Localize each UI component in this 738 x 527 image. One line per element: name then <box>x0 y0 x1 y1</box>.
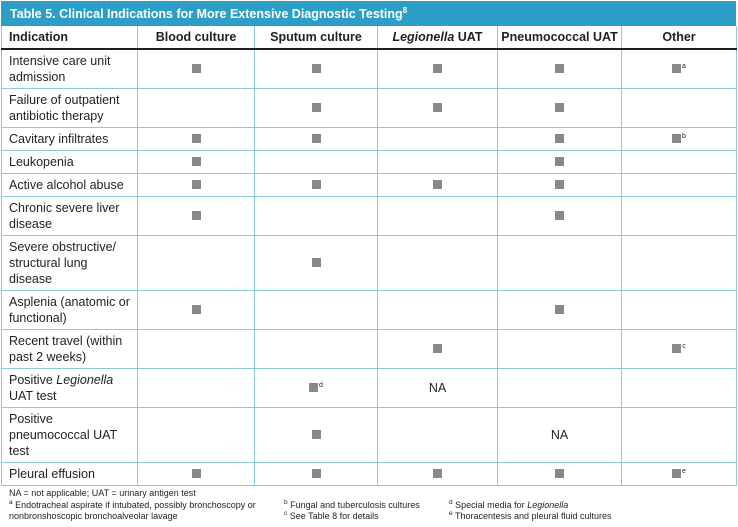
table-row <box>2 197 737 236</box>
indicated-marker-icon <box>192 305 201 314</box>
footnote-abbreviations: NA = not applicable; UAT = urinary antigen test <box>9 488 196 498</box>
pneumo-cell <box>498 369 622 408</box>
indicated-marker-icon <box>312 469 321 478</box>
sputum-cell <box>255 89 378 128</box>
other-cell <box>622 291 737 330</box>
pneumo-cell <box>498 236 622 291</box>
indicated-marker-icon <box>555 157 564 166</box>
indication-label-italic: Legionella <box>56 373 114 387</box>
other-cell <box>622 408 737 463</box>
footnote-b-text: Fungal and tuberculosis cultures <box>290 500 420 510</box>
footnote-c <box>284 511 379 522</box>
sputum-cell <box>255 128 378 151</box>
blood-cell <box>138 291 255 330</box>
pneumo-cell <box>498 463 622 486</box>
other-cell <box>622 128 737 151</box>
indicated-marker-icon <box>309 383 318 392</box>
table-title <box>1 1 736 26</box>
table-row <box>2 408 737 463</box>
legionella-cell <box>378 49 498 89</box>
legionella-cell <box>378 89 498 128</box>
col-header-blood-culture: Blood culture <box>138 26 255 49</box>
blood-cell <box>138 128 255 151</box>
indication-cell: Cavitary infiltrates <box>2 128 138 151</box>
pneumo-cell <box>498 197 622 236</box>
footnote-reference: e <box>682 467 686 475</box>
pneumo-cell <box>498 49 622 89</box>
indicated-marker-icon <box>312 258 321 267</box>
indicated-marker-icon <box>433 469 442 478</box>
legionella-cell <box>378 369 498 408</box>
blood-cell <box>138 49 255 89</box>
indication-cell: Intensive care unit admission <box>2 49 138 89</box>
indicated-marker-icon <box>555 64 564 73</box>
col-header-sputum-culture: Sputum culture <box>255 26 378 49</box>
pneumo-cell <box>498 330 622 369</box>
table-row <box>2 369 737 408</box>
sputum-cell <box>255 408 378 463</box>
blood-cell <box>138 89 255 128</box>
indication-cell: Failure of outpatient antibiotic therapy <box>2 89 138 128</box>
legionella-cell <box>378 463 498 486</box>
legionella-italic: Legionella <box>392 30 455 44</box>
indicated-marker-icon <box>192 157 201 166</box>
legionella-cell <box>378 197 498 236</box>
other-cell <box>622 174 737 197</box>
sputum-cell <box>255 330 378 369</box>
footnote-d <box>449 500 568 511</box>
blood-cell <box>138 369 255 408</box>
legionella-cell <box>378 330 498 369</box>
not-applicable-text: NA <box>428 381 447 395</box>
sputum-cell <box>255 291 378 330</box>
table-row <box>2 463 737 486</box>
table-row <box>2 330 737 369</box>
legionella-cell <box>378 408 498 463</box>
blood-cell <box>138 197 255 236</box>
indicated-marker-icon <box>672 344 681 353</box>
table-row <box>2 128 737 151</box>
blood-cell <box>138 330 255 369</box>
not-applicable-text: NA <box>550 428 569 442</box>
col-header-pneumococcal-uat: Pneumococcal UAT <box>498 26 622 49</box>
col-header-indication: Indication <box>2 26 138 49</box>
other-cell <box>622 89 737 128</box>
indicated-marker-icon <box>672 134 681 143</box>
indicated-marker-icon <box>555 211 564 220</box>
sputum-cell <box>255 197 378 236</box>
indications-table <box>1 26 737 486</box>
indicated-marker-icon <box>192 64 201 73</box>
blood-cell <box>138 408 255 463</box>
footnote-b <box>284 500 420 511</box>
indication-cell: Pleural effusion <box>2 463 138 486</box>
other-cell <box>622 49 737 89</box>
other-cell <box>622 330 737 369</box>
indication-label-post: UAT test <box>9 389 57 403</box>
footnote-reference: d <box>319 381 323 389</box>
sputum-cell <box>255 369 378 408</box>
footnote-reference: c <box>682 342 686 350</box>
table-title-text: Table 5. Clinical Indications for More Extensive Diagnostic Testing <box>10 7 403 21</box>
table-row <box>2 174 737 197</box>
header-row <box>2 26 737 49</box>
footnote-a <box>9 500 284 521</box>
footnote-c-mark: c <box>284 510 288 517</box>
col-header-legionella-uat <box>378 26 498 49</box>
legionella-cell <box>378 151 498 174</box>
footnote-d-italic: Legionella <box>527 500 569 510</box>
indicated-marker-icon <box>555 103 564 112</box>
footnote-e-text: Thoracentesis and pleural fluid cultures <box>454 511 612 521</box>
footnote-e-mark: e <box>449 510 453 517</box>
indicated-marker-icon <box>192 134 201 143</box>
indicated-marker-icon <box>312 103 321 112</box>
blood-cell <box>138 236 255 291</box>
other-cell <box>622 463 737 486</box>
table-row <box>2 291 737 330</box>
indicated-marker-icon <box>433 64 442 73</box>
indicated-marker-icon <box>312 430 321 439</box>
sputum-cell <box>255 174 378 197</box>
indication-cell: Severe obstructive/ structural lung disease <box>2 236 138 291</box>
sputum-cell <box>255 236 378 291</box>
other-cell <box>622 369 737 408</box>
pneumo-cell <box>498 408 622 463</box>
footnote-a-text: Endotracheal aspirate if intubated, possibly bronchoscopy or nonbronshoscopic bronchoalveolar lavage <box>9 500 256 521</box>
indication-cell: Leukopenia <box>2 151 138 174</box>
legionella-cell <box>378 128 498 151</box>
footnote-reference: a <box>682 62 686 70</box>
footnote-reference: b <box>682 132 686 140</box>
indication-cell: Positive pneumococcal UAT test <box>2 408 138 463</box>
pneumo-cell <box>498 151 622 174</box>
indication-cell: Recent travel (within past 2 weeks) <box>2 330 138 369</box>
footnote-d-mark: d <box>449 499 453 506</box>
table-row <box>2 236 737 291</box>
indication-cell: Asplenia (anatomic or functional) <box>2 291 138 330</box>
blood-cell <box>138 463 255 486</box>
indicated-marker-icon <box>312 180 321 189</box>
indicated-marker-icon <box>433 344 442 353</box>
other-cell <box>622 197 737 236</box>
indicated-marker-icon <box>555 469 564 478</box>
footnote-d-text: Special media for <box>455 500 528 510</box>
indicated-marker-icon <box>555 180 564 189</box>
indicated-marker-icon <box>312 64 321 73</box>
table-body <box>2 49 737 486</box>
pneumo-cell <box>498 174 622 197</box>
indicated-marker-icon <box>312 134 321 143</box>
footnote-e <box>449 511 612 522</box>
pneumo-cell <box>498 89 622 128</box>
indication-label-pre: Positive <box>9 373 57 387</box>
indicated-marker-icon <box>555 134 564 143</box>
legionella-cell <box>378 174 498 197</box>
indicated-marker-icon <box>433 103 442 112</box>
other-cell <box>622 236 737 291</box>
table-row <box>2 49 737 89</box>
sputum-cell <box>255 151 378 174</box>
indicated-marker-icon <box>672 64 681 73</box>
indicated-marker-icon <box>192 180 201 189</box>
indicated-marker-icon <box>672 469 681 478</box>
pneumo-cell <box>498 291 622 330</box>
pneumo-cell <box>498 128 622 151</box>
legionella-cell <box>378 236 498 291</box>
indication-cell <box>2 369 138 408</box>
indicated-marker-icon <box>192 211 201 220</box>
footnote-b-mark: b <box>284 499 288 506</box>
footnote-a-mark: a <box>9 499 13 506</box>
indication-cell: Active alcohol abuse <box>2 174 138 197</box>
legionella-suffix: UAT <box>454 30 483 44</box>
table-row <box>2 89 737 128</box>
indication-cell: Chronic severe liver disease <box>2 197 138 236</box>
blood-cell <box>138 174 255 197</box>
table-container <box>1 1 736 526</box>
other-cell <box>622 151 737 174</box>
blood-cell <box>138 151 255 174</box>
footnote-c-text: See Table 8 for details <box>289 511 379 521</box>
legionella-cell <box>378 291 498 330</box>
indicated-marker-icon <box>555 305 564 314</box>
title-reference: 8 <box>402 5 408 15</box>
footnotes <box>1 486 736 526</box>
table-row <box>2 151 737 174</box>
sputum-cell <box>255 463 378 486</box>
indicated-marker-icon <box>433 180 442 189</box>
sputum-cell <box>255 49 378 89</box>
indicated-marker-icon <box>192 469 201 478</box>
col-header-other: Other <box>622 26 737 49</box>
